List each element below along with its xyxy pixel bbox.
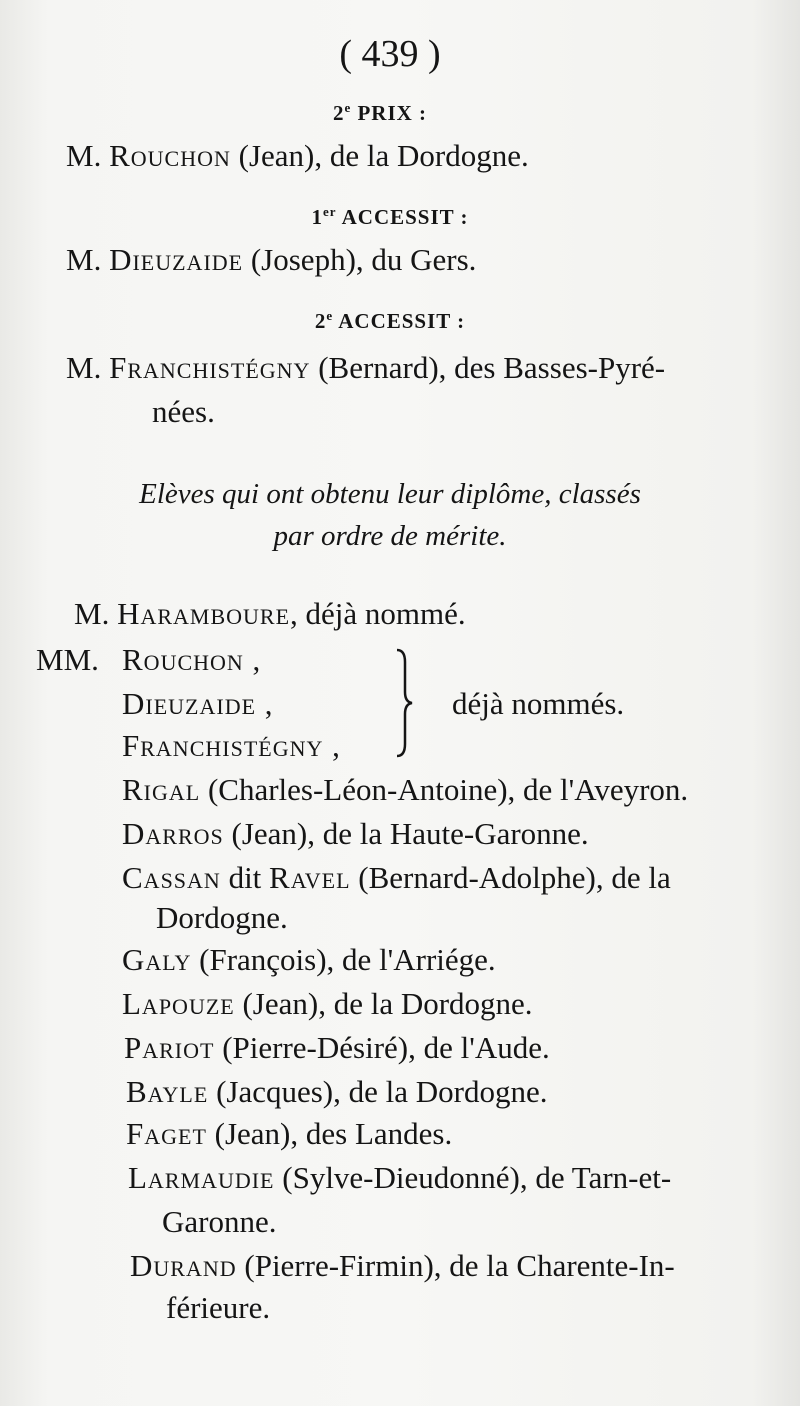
entry-name: Larmaudie xyxy=(128,1160,275,1195)
entry-detail: (Joseph), du Gers. xyxy=(250,242,477,277)
entry-detail: (Jacques), de la Dordogne. xyxy=(216,1074,548,1109)
list-item xyxy=(126,1074,547,1110)
heading-superscript: e xyxy=(344,100,352,115)
group-note: déjà nommés. xyxy=(452,686,625,721)
second-accessit-continuation: nées. xyxy=(152,394,215,429)
entry-detail: (François), de l'Arriége. xyxy=(199,942,496,977)
heading-superscript: er xyxy=(322,204,337,219)
entry-detail: (Jean), des Landes. xyxy=(214,1116,453,1151)
second-accessit-entry xyxy=(66,350,665,386)
heading-number: 2 xyxy=(332,101,345,125)
prix-entry xyxy=(66,138,529,174)
heading-superscript: e xyxy=(326,308,334,323)
entry-detail: (Sylve-Dieudonné), de Tarn-et- xyxy=(282,1160,672,1195)
list-item xyxy=(122,942,496,978)
entry-detail: , déjà nommé. xyxy=(290,596,466,631)
entry-alias: Ravel xyxy=(269,860,351,895)
entry-name: Faget xyxy=(126,1116,207,1151)
heading-number: 2 xyxy=(314,309,327,333)
heading-word: ACCESSIT : xyxy=(338,309,466,333)
heading-word: PRIX : xyxy=(357,101,428,125)
group-name-2: Dieuzaide , xyxy=(122,686,274,721)
list-item-continuation: Dordogne. xyxy=(156,900,288,935)
entry-name: Galy xyxy=(122,942,192,977)
list-item xyxy=(122,986,533,1022)
list-item xyxy=(122,816,589,852)
first-accessit-entry xyxy=(66,242,476,278)
entry-detail: (Charles-Léon-Antoine), de l'Aveyron. xyxy=(207,772,689,807)
list-item xyxy=(130,1248,675,1284)
entry-name: Rigal xyxy=(122,772,201,807)
group-name-3: Franchistégny , xyxy=(122,728,341,763)
entry-detail: (Jean), de la Haute-Garonne. xyxy=(231,816,589,851)
group-prefix: MM. xyxy=(36,642,99,677)
entry-name: Lapouze xyxy=(122,986,235,1021)
entry-prefix: M. xyxy=(66,138,102,173)
list-subtitle-line1: Elèves qui ont obtenu leur diplôme, classés xyxy=(139,478,641,510)
entry-name: Dieuzaide xyxy=(109,242,244,277)
entry-detail: (Bernard), des Basses-Pyré- xyxy=(318,350,666,385)
section-heading-second-accessit xyxy=(0,308,780,334)
list-item-continuation: férieure. xyxy=(166,1290,271,1325)
entry-detail: (Bernard-Adolphe), de la xyxy=(358,860,671,895)
page-number: ( 439 ) xyxy=(339,33,441,75)
section-heading-prix xyxy=(0,100,760,126)
entry-name: Bayle xyxy=(126,1074,209,1109)
entry-name: Durand xyxy=(130,1248,237,1283)
entry-name: Franchistégny xyxy=(109,350,311,385)
list-item xyxy=(126,1116,452,1152)
list-item-continuation: Garonne. xyxy=(162,1204,277,1239)
section-heading-first-accessit xyxy=(0,204,780,230)
entry-name: Darros xyxy=(122,816,224,851)
list-item xyxy=(122,772,688,808)
list-subtitle-line2: par ordre de mérite. xyxy=(273,520,507,552)
brace-icon xyxy=(393,648,413,758)
list-item xyxy=(122,860,671,896)
first-listed-entry xyxy=(74,596,466,632)
list-item xyxy=(128,1160,671,1196)
group-name-1: Rouchon , xyxy=(122,642,262,677)
entry-detail: (Jean), de la Dordogne. xyxy=(238,138,529,173)
entry-detail: (Jean), de la Dordogne. xyxy=(242,986,533,1021)
entry-prefix: M. xyxy=(66,242,102,277)
entry-name: Rouchon xyxy=(109,138,231,173)
heading-number: 1 xyxy=(311,205,323,229)
entry-connector: dit xyxy=(228,860,262,895)
entry-detail: (Pierre-Firmin), de la Charente-In- xyxy=(244,1248,675,1283)
entry-prefix: M. xyxy=(66,350,102,385)
entry-prefix: M. xyxy=(74,596,110,631)
list-item xyxy=(124,1030,550,1066)
entry-name: Cassan xyxy=(122,860,221,895)
entry-name: Pariot xyxy=(124,1030,215,1065)
entry-name: Haramboure xyxy=(117,596,291,631)
heading-word: ACCESSIT : xyxy=(341,205,469,229)
entry-detail: (Pierre-Désiré), de l'Aude. xyxy=(222,1030,550,1065)
